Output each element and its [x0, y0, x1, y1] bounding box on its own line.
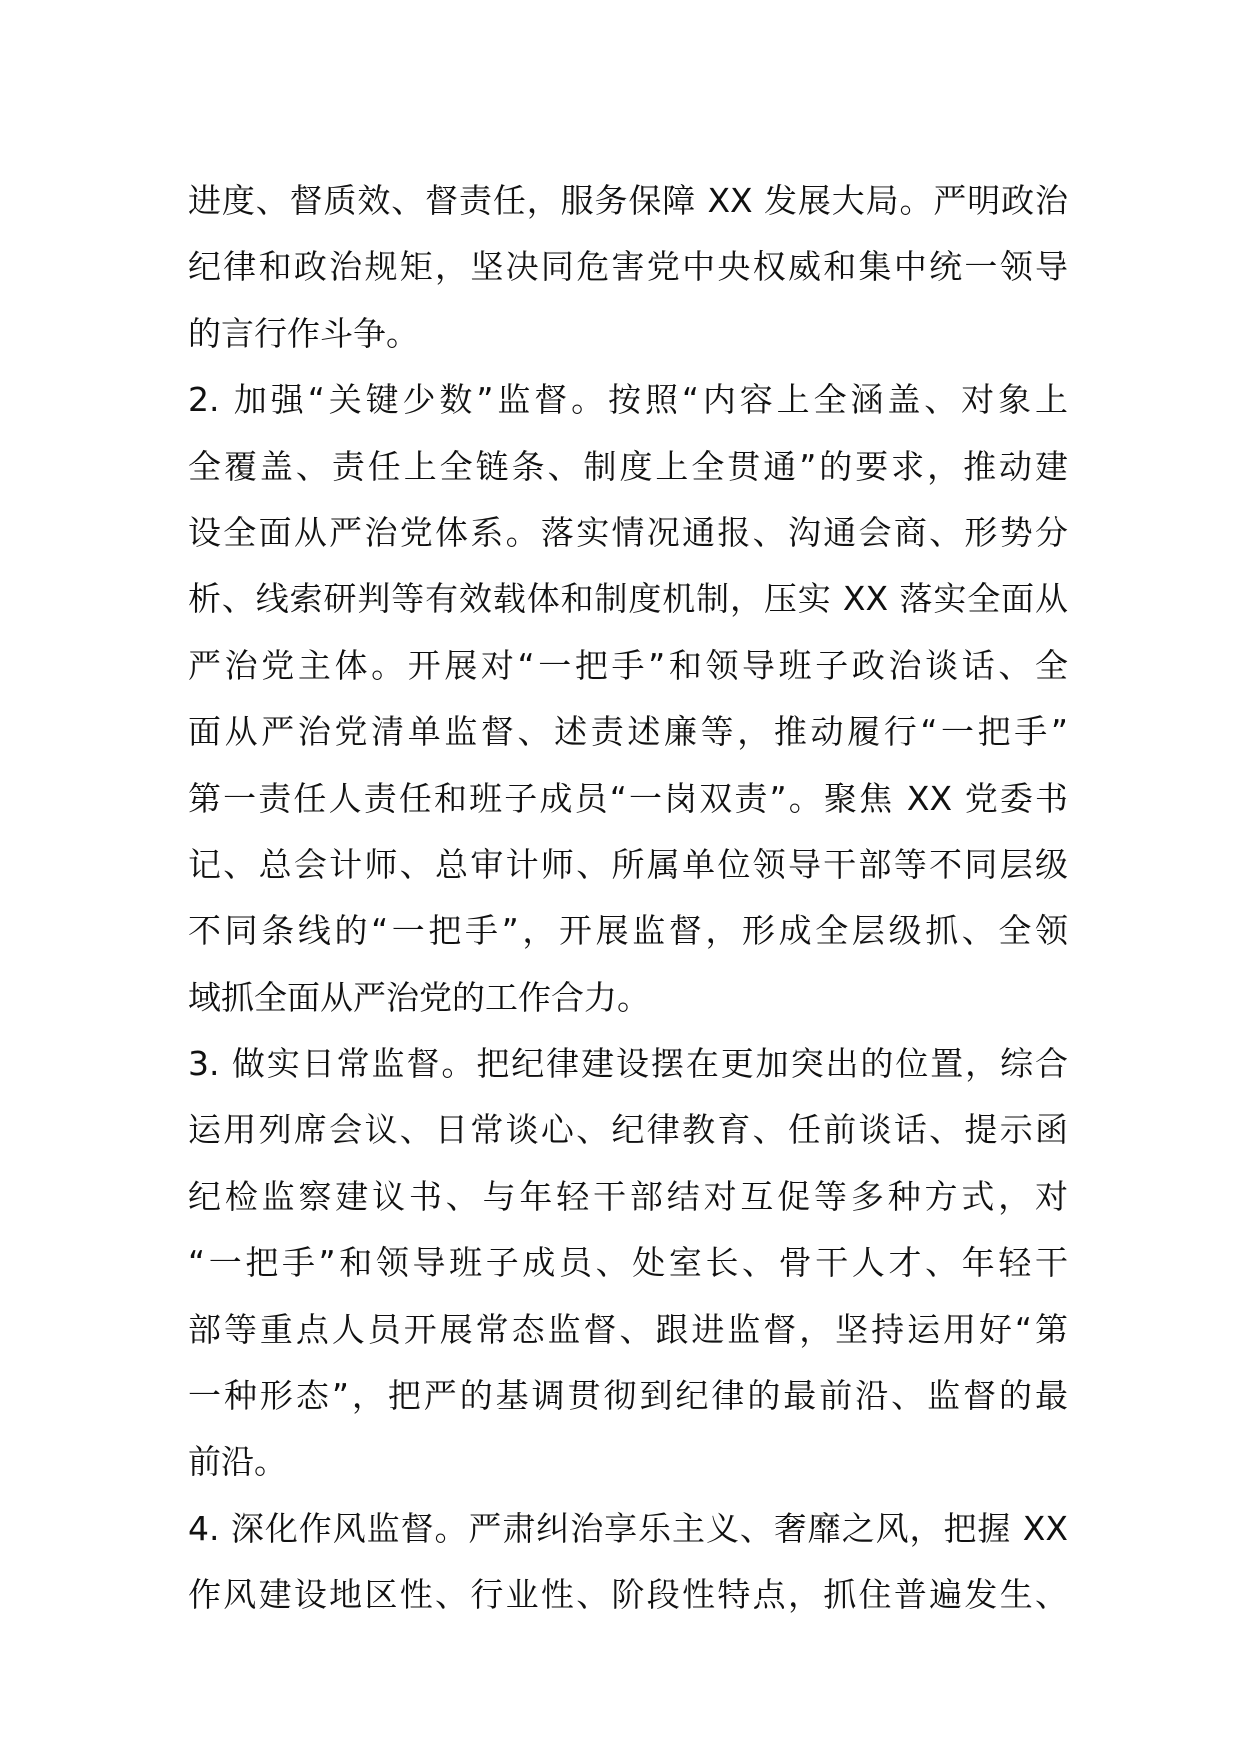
text-line: 严治党主体。开展对“一把手”和领导班子政治谈话、全	[188, 645, 1068, 685]
text-line: 纪律和政治规矩，坚决同危害党中央权威和集中统一领导	[188, 247, 1068, 287]
text-line: 面从严治党清单监督、述责述廉等，推动履行“一把手”	[188, 712, 1068, 752]
text-line: 析、线索研判等有效载体和制度机制，压实 XX 落实全面从	[188, 579, 1068, 619]
text-line: 设全面从严治党体系。落实情况通报、沟通会商、形势分	[188, 512, 1068, 552]
text-line: 前沿。	[188, 1442, 287, 1482]
text-line: 作风建设地区性、行业性、阶段性特点，抓住普遍发生、	[188, 1575, 1068, 1615]
text-line: 全覆盖、责任上全链条、制度上全贯通”的要求，推动建	[188, 446, 1068, 486]
text-line: 运用列席会议、日常谈心、纪律教育、任前谈话、提示函	[188, 1110, 1068, 1150]
text-line: 域抓全面从严治党的工作合力。	[188, 977, 650, 1017]
text-line: 部等重点人员开展常态监督、跟进监督，坚持运用好“第	[188, 1309, 1068, 1349]
text-line: 不同条线的“一把手”，开展监督，形成全层级抓、全领	[188, 911, 1068, 951]
text-line: 3. 做实日常监督。把纪律建设摆在更加突出的位置，综合	[188, 1044, 1068, 1084]
document-body	[188, 168, 1068, 1629]
text-line: 进度、督质效、督责任，服务保障 XX 发展大局。严明政治	[188, 181, 1068, 220]
text-line: 的言行作斗争。	[188, 313, 419, 353]
text-line: 纪检监察建议书、与年轻干部结对互促等多种方式，对	[188, 1176, 1068, 1216]
text-line: 2. 加强“关键少数”监督。按照“内容上全涵盖、对象上	[188, 380, 1068, 420]
text-line: 4. 深化作风监督。严肃纠治享乐主义、奢靡之风，把握 XX	[188, 1508, 1068, 1548]
text-line: 一种形态”，把严的基调贯彻到纪律的最前沿、监督的最	[188, 1376, 1068, 1416]
text-line: 记、总会计师、总审计师、所属单位领导干部等不同层级	[188, 844, 1068, 884]
text-line: “一把手”和领导班子成员、处室长、骨干人才、年轻干	[188, 1243, 1068, 1283]
text-line: 第一责任人责任和班子成员“一岗双责”。聚焦 XX 党委书	[188, 778, 1068, 818]
